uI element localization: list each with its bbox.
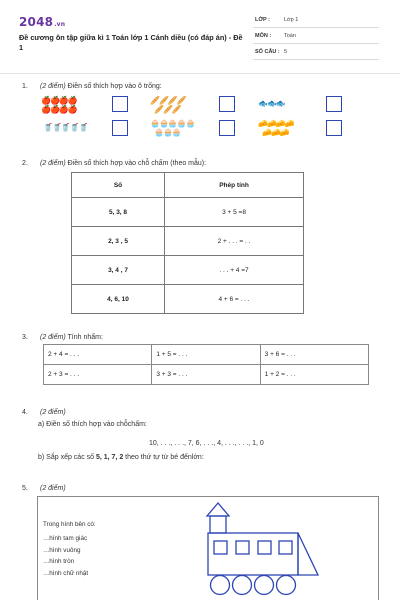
- apple-icon: 🍎🍎🍎🍎: [41, 96, 77, 105]
- roof-triangle: [207, 503, 229, 516]
- question-number: 3.: [22, 334, 28, 341]
- apple-icon: 🍎🍎🍎🍎: [41, 105, 77, 114]
- bread-icon: 🥖🥖🥖🥖: [150, 96, 186, 105]
- bread-icon: 🥖🥖🥖: [154, 105, 181, 114]
- triangle-count-line[interactable]: …hình tam giác: [43, 535, 88, 542]
- table-row: [72, 198, 304, 227]
- question-number: 1.: [22, 83, 28, 90]
- question-4-points: [40, 409, 66, 416]
- question-4b-numbers: 5, 1, 7, 2: [95, 454, 124, 461]
- answer-box[interactable]: [112, 96, 128, 112]
- meta-value: Lớp 1: [284, 17, 299, 23]
- question-5-points: [40, 485, 66, 492]
- math-cell[interactable]: 1 + 2 = . . .: [260, 365, 368, 385]
- math-cell[interactable]: 1 + 5 = . . .: [152, 345, 260, 365]
- math-cell[interactable]: 2 + 3 = . . .: [44, 365, 152, 385]
- mental-math-table: [43, 344, 369, 385]
- question-1-text: [40, 83, 162, 90]
- question-prompt: Tính nhẩm:: [65, 334, 103, 341]
- fish-icon: 🐟🐟🐟: [258, 99, 285, 108]
- numbers-cell: 4, 6, 10: [72, 285, 165, 314]
- site-logo[interactable]: [19, 15, 65, 29]
- question-4b-suffix: theo thứ tự từ bé đếnlớn:: [123, 454, 204, 461]
- question-4b-prefix: b) Sắp xếp các số: [38, 454, 96, 461]
- window-square: [279, 541, 292, 554]
- meta-key: MÔN :: [255, 33, 272, 39]
- answer-box[interactable]: [326, 96, 342, 112]
- wheel-circle: [233, 576, 252, 595]
- column-header: Số: [72, 173, 165, 198]
- wheel-circle: [211, 576, 230, 595]
- numbers-cell: 2, 3 , 5: [72, 227, 165, 256]
- math-cell[interactable]: 3 + 3 = . . .: [152, 365, 260, 385]
- operation-cell[interactable]: 4 + 6 = . . .: [165, 285, 304, 314]
- table-header-row: [72, 173, 304, 198]
- question-3-text: [40, 334, 103, 341]
- answer-box[interactable]: [219, 96, 235, 112]
- table-row: [72, 227, 304, 256]
- operation-cell[interactable]: 3 + 5 =8: [165, 198, 304, 227]
- table-row: [44, 365, 369, 385]
- question-points: (2 điểm): [40, 334, 66, 341]
- meta-key: SỐ CÂU :: [255, 49, 280, 55]
- window-square: [214, 541, 227, 554]
- table-row: [72, 285, 304, 314]
- meta-key: LỚP :: [255, 17, 270, 23]
- drink-icon: 🥤🥤🥤🥤🥤: [43, 123, 88, 132]
- question-2-text: [40, 160, 206, 167]
- question-4b-text: [38, 454, 204, 461]
- operation-cell[interactable]: 2 + . . . = . .: [165, 227, 304, 256]
- table-row: [44, 345, 369, 365]
- meta-row-class: [253, 14, 379, 28]
- math-cell[interactable]: 2 + 4 = . . .: [44, 345, 152, 365]
- question-prompt: Điền số thích hợp vào chỗ chấm (theo mẫu):: [65, 160, 207, 167]
- question-number: 5.: [22, 485, 28, 492]
- question-points: (2 điểm): [40, 409, 66, 416]
- circle-count-line[interactable]: …hình tròn: [43, 558, 75, 565]
- cheese-icon: 🧀🧀🧀🧀: [258, 119, 294, 128]
- cake-icon: 🧁🧁🧁🧁🧁: [150, 119, 195, 128]
- window-square: [236, 541, 249, 554]
- table-row: [72, 256, 304, 285]
- meta-value: Toán: [284, 33, 296, 39]
- wheel-circle: [255, 576, 274, 595]
- question-4a-text: a) Điền số thích hợp vào chỗchấm:: [38, 421, 147, 428]
- math-cell[interactable]: 3 + 6 = . . .: [260, 345, 368, 365]
- page-title: Đề cương ôn tập giữa kì 1 Toán lớp 1 Cánh diều (có đáp án) - Đề 1: [19, 33, 243, 52]
- meta-row-count: [253, 46, 379, 60]
- window-square: [258, 541, 271, 554]
- cheese-icon: 🧀🧀🧀: [262, 128, 289, 137]
- question-number: 4.: [22, 409, 28, 416]
- question-points: (2 điểm): [40, 83, 66, 90]
- operation-cell[interactable]: . . . + 4 =7: [165, 256, 304, 285]
- question-points: (2 điểm): [40, 485, 66, 492]
- rectangle-count-line[interactable]: …hình chữ nhật: [43, 570, 89, 577]
- logo-suffix: .vn: [54, 21, 66, 28]
- train-figure: [200, 500, 330, 600]
- number-sequence: 10, . . ., . . ., 7, 6, . . ., 4, . . ., . . ., 1, 0: [149, 440, 264, 447]
- question-points: (2 điểm): [40, 160, 66, 167]
- shape-count-intro: Trong hình bên có:: [43, 521, 96, 528]
- cake-icon: 🧁🧁🧁: [154, 128, 181, 137]
- meta-value: 5: [284, 49, 288, 55]
- question-prompt: Điền số thích hợp vào ô trống:: [65, 83, 162, 90]
- wheel-circle: [277, 576, 296, 595]
- question-number: 2.: [22, 160, 28, 167]
- chimney-rectangle: [210, 516, 226, 533]
- logo-text: 2048: [19, 15, 54, 29]
- answer-box[interactable]: [326, 120, 342, 136]
- numbers-cell: 3, 4 , 7: [72, 256, 165, 285]
- answer-box[interactable]: [219, 120, 235, 136]
- meta-row-subject: [253, 30, 379, 44]
- number-operation-table: [71, 172, 304, 314]
- answer-box[interactable]: [112, 120, 128, 136]
- document-header: [0, 0, 400, 74]
- numbers-cell: 5, 3, 8: [72, 198, 165, 227]
- front-triangle: [298, 533, 318, 575]
- square-count-line[interactable]: …hình vuông: [43, 547, 81, 554]
- column-header: Phép tính: [165, 173, 304, 198]
